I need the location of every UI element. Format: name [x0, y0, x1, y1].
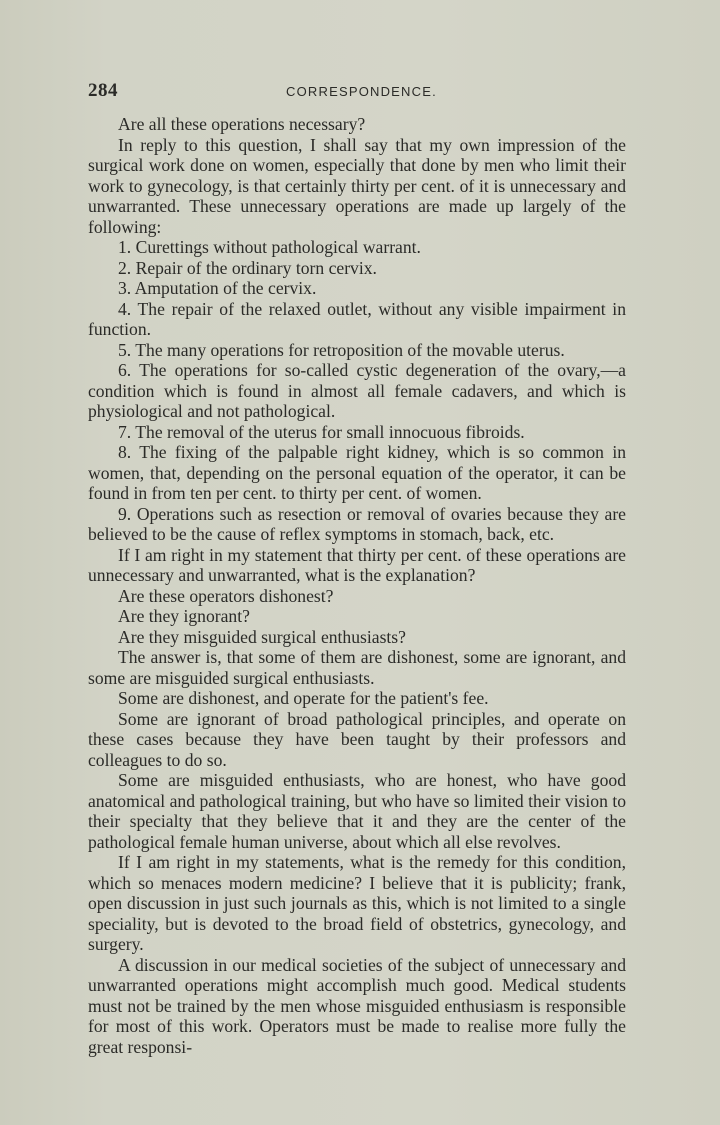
body-text — [88, 114, 626, 1057]
page-header — [88, 80, 628, 104]
paragraph-answer: The answer is, that some of them are dishonest, some are ignorant, and some are misguided surgical enthusiasts. — [88, 647, 626, 688]
question-dishonest: Are these operators dishonest? — [118, 585, 334, 606]
paragraph-explanation: If I am right in my statement that thirty per cent. of these operations are unnecessary and unwarranted, what is the explanation? — [88, 544, 626, 585]
list-item-2: 2. Repair of the ordinary torn cervix. — [118, 257, 377, 278]
paragraph-reply: In reply to this question, I shall say that my own impression of the surgical work done on women, especially that done by men who limit their work to gynecology, is that certainly thirty per cent. of it is unnecessary and unwarranted. These unnecessary operations are made up largely of the following: — [88, 134, 626, 237]
list-item-7: 7. The removal of the uterus for small innocuous fibroids. — [118, 421, 525, 442]
list-item-6: 6. The operations for so-called cystic degeneration of the ovary,—a condition which is found in almost all female cadavers, and which is physiological and not pathological. — [88, 360, 626, 421]
paragraph-question: Are all these operations necessary? — [118, 114, 366, 134]
paragraph-ignorant: Some are ignorant of broad pathological principles, and operate on these cases because they have been taught by their professors and colleagues to do so. — [88, 708, 626, 770]
list-item-8: 8. The fixing of the palpable right kidney, which is so common in women, that, depending on the personal equation of the operator, it can be found in from ten per cent. to thirty per cent. of women. — [88, 442, 626, 503]
list-item-4: 4. The repair of the relaxed outlet, without any visible impairment in function. — [88, 298, 626, 339]
list-item-1: 1. Curettings without pathological warrant. — [118, 237, 421, 257]
question-ignorant: Are they ignorant? — [118, 606, 250, 626]
question-enthusiasts: Are they misguided surgical enthusiasts? — [118, 626, 406, 647]
list-item-5: 5. The many operations for retroposition of the movable uterus. — [118, 339, 565, 360]
paragraph-dishonest: Some are dishonest, and operate for the patient's fee. — [118, 688, 489, 708]
page-number: 284 — [88, 80, 118, 101]
list-item-3: 3. Amputation of the cervix. — [118, 278, 317, 298]
paragraph-remedy: If I am right in my statements, what is the remedy for this condition, which so menaces modern medicine? I believe that it is publicity; frank, open discussion in just such journals as this, which is not limited to a single speciality, but is devoted to the broad field of obstetrics, gynecology, and surgery. — [88, 852, 626, 954]
paragraph-enthusiasts: Some are misguided enthusiasts, who are honest, who have good anatomical and pathological training, but who have so limited their vision to their specialty that they believe that it and they are the center of the pathological female human universe, about which all else revolves. — [88, 770, 626, 852]
running-head: CORRESPONDENCE. — [286, 84, 437, 99]
paragraph-discussion: A discussion in our medical societies of the subject of unnecessary and unwarranted operations might accomplish much good. Medical students must not be trained by the men whose misguided enthusiasm is responsible for most of this work. Operators must be made to realise more fully the great responsi- — [88, 954, 626, 1057]
list-item-9: 9. Operations such as resection or removal of ovaries because they are believed to be the cause of reflex symptoms in stomach, back, etc. — [88, 503, 626, 544]
